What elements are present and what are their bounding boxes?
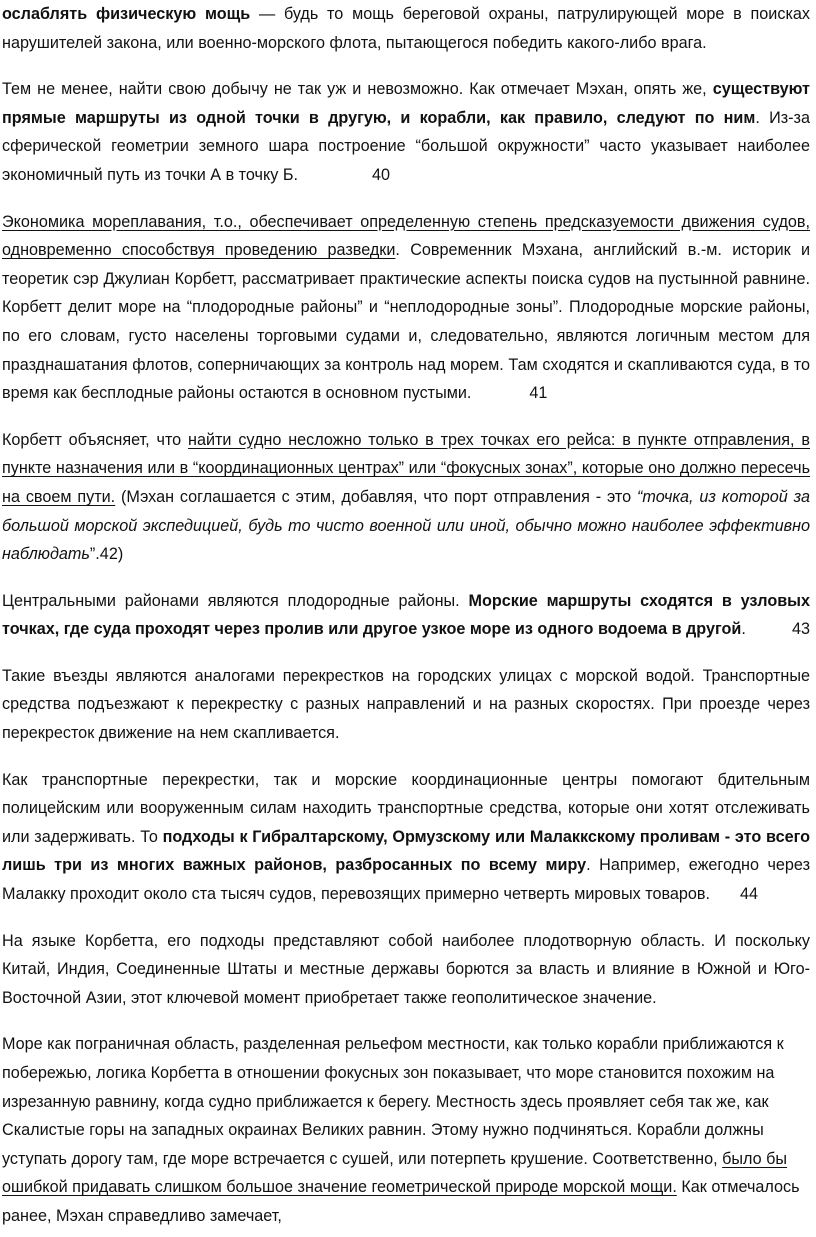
underlined-phrase: было бы ошибкой придавать слишком большое значение геометрической природе морской мощи. — [2, 1149, 788, 1197]
footnote-number: 44 — [740, 885, 759, 904]
paragraph-3 — [2, 208, 810, 408]
text-run: Тем не менее, найти свою добычу не так уж и невозможно. Как отмечает Мэхан, опять же, — [2, 80, 713, 99]
text-run: . Из-за сферической геометрии земного шара построение “большой окружности” часто указывает наиболее экономичный путь из точки А в точку Б. — [2, 108, 810, 184]
text-run: . — [741, 620, 746, 639]
text-run: . Например, ежегодно через Малакку проходит около ста тысяч судов, перевозящих примерно четверть мировых товаров. — [2, 856, 810, 904]
underlined-phrase: найти судно несложно только в трех точках его рейса: в пункте отправления, в пункте назначения или в “координационных центрах” или “фокусных зонах”, которые оно должно пересечь на своем пути. — [2, 430, 810, 506]
paragraph-5 — [2, 587, 810, 644]
paragraph-8 — [2, 927, 810, 1013]
paragraph-7 — [2, 766, 810, 909]
text-run: . Современник Мэхана, английский в.-м. историк и теоретик сэр Джулиан Корбетт, рассматривает практические аспекты поиска судов на пустынной равнине. Корбетт делит море на “плодородные районы” и “неплодородные зоны”. Плодородные морские районы, по его словам, густо населены торговыми судами и, следовательно, являются логичным местом для празднашатания флотов, соперничающих за контроль над морем. Там сходятся и скапливаются суда, в то время как бесплодные районы остаются в основном пустыми. — [2, 241, 811, 403]
bold-phrase: Морские маршруты сходятся в узловых точках, где суда проходят через пролив или другое узкое море из одного водоема в другой — [2, 591, 810, 639]
text-run: — будь то мощь береговой охраны, патрулирующей море в поисках нарушителей закона, или военно-морского флота, пытающегося победить какого-либо врага. — [2, 5, 810, 52]
text-run: Как транспортные перекрестки, так и морские координационные центры помогают бдительным полицейским или вооруженным силам находить транспортные средства, которые они хотят отслеживать или задерживать. То — [2, 770, 810, 846]
paragraph-6 — [2, 662, 810, 748]
bold-phrase: ослаблять физическую мощь — [2, 5, 251, 23]
text-run: Такие въезды являются аналогами перекрестков на городских улицах с морской водой. Транспортные средства подъезжают к перекрестку с разных направлений и на разных скоростях. При проезде через перекресток движение на нем скапливается. — [2, 666, 810, 743]
paragraph-1 — [2, 0, 810, 57]
text-run: Корбетт объясняет, что — [2, 430, 189, 449]
text-run: Как отмечалось ранее, Мэхан справедливо замечает, — [2, 1178, 800, 1225]
bold-phrase: существуют прямые маршруты из одной точки в другую, и корабли, как правило, следуют по ним — [2, 80, 810, 127]
paragraph-2 — [2, 75, 810, 189]
text-run: Центральными районами являются плодородные районы. — [2, 591, 469, 610]
text-run: (Мэхан соглашается с этим, добавляя, что порт отправления - это — [115, 487, 638, 506]
text-run: На языке Корбетта, его подходы представляют собой наиболее плодотворную область. И поскольку Китай, Индия, Соединенные Штаты и местные державы борются за власть и влияние в Южной и Юго-Восточной Азии, этот ключевой момент приобретает также геополитическое значение. — [2, 931, 810, 1007]
bold-phrase: подходы к Гибралтарскому, Ормузскому или Малаккскому проливам - это всего лишь три из многих важных районов, разбросанных по всему миру — [2, 827, 810, 875]
text-run: Море как пограничная область, разделенная рельефом местности, как только корабли приближаются к побережью, логика Корбетта в отношении фокусных зон показывает, что море становится похожим на изрезанную равнину, когда судно приближается к берегу. Местность здесь проявляет себя так же, как Скалистые горы на западных окраинах Великих равнин. Этому нужно подчиняться. Корабли должны уступать дорогу там, где море встречается с сушей, или потерпеть крушение. Соответственно, — [2, 1035, 784, 1168]
underlined-phrase: Экономика мореплавания, т.о., обеспечивает определенную степень предсказуемости движения судов, одновременно способствуя проведению разведки — [2, 212, 810, 260]
footnote-number: 41 — [529, 384, 548, 403]
footnote-number: 40 — [371, 165, 390, 184]
paragraph-4 — [2, 426, 810, 569]
paragraph-9 — [2, 1030, 810, 1230]
footnote-number: 43 — [791, 620, 810, 639]
italic-quote: “точка, из которой за большой морской экспедицией, будь то чисто военной или иной, обычно можно наиболее эффективно наблюдать — [2, 487, 810, 564]
text-run: ”.42) — [89, 545, 124, 564]
